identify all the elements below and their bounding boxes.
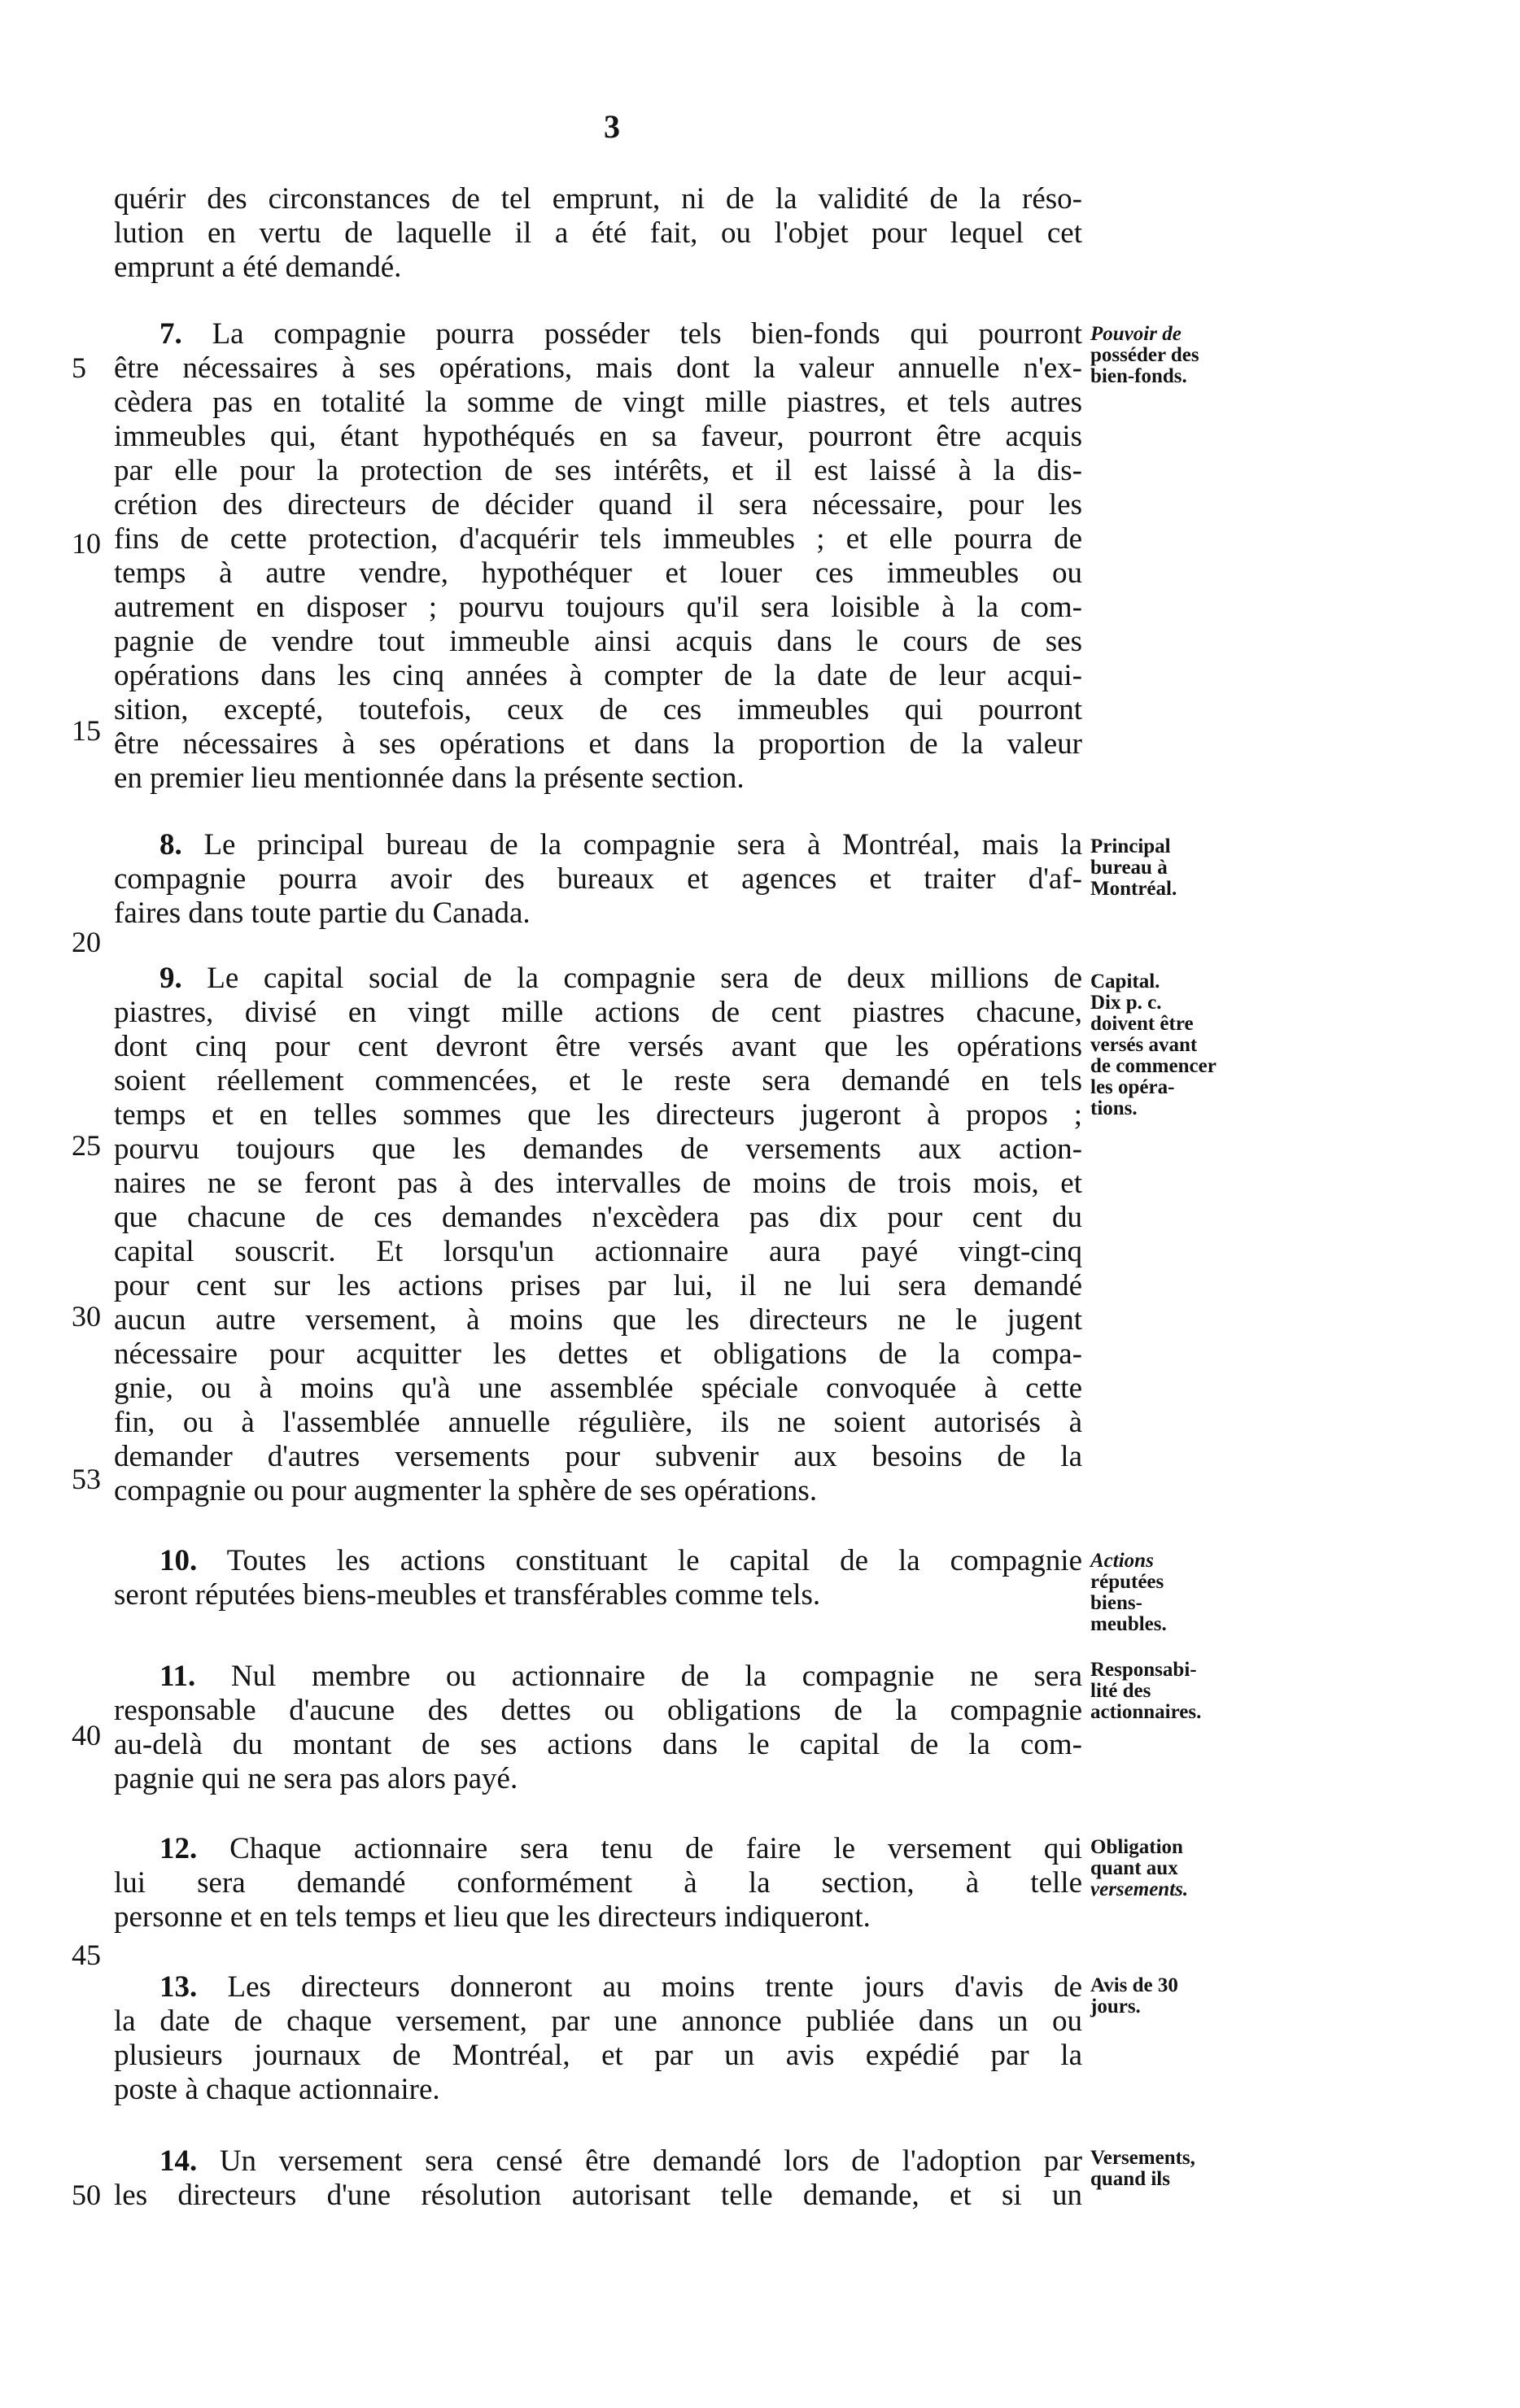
text-line: pour cent sur les actions prises par lui, il ne lui sera demandé [114,1269,1082,1302]
line-number: 15 [72,714,101,747]
line-number: 10 [72,527,101,560]
line-number: 20 [72,926,101,958]
margin-note: Capital. [1090,971,1160,992]
text-line: être nécessaires à ses opérations, mais dont la valeur annuelle n'ex- [114,351,1082,385]
text-line: fin, ou à l'assemblée annuelle régulière, ils ne soient autorisés à [114,1406,1082,1439]
text-line: fins de cette protection, d'acquérir tels immeubles ; et elle pourra de [114,522,1082,556]
section-number: 10. [159,1544,198,1577]
margin-note: réputées [1090,1571,1164,1593]
text-line: Le principal bureau de la compagnie sera à Montréal, mais la [203,828,1083,862]
text-line: compagnie pourra avoir des bureaux et agences et traiter d'af- [114,862,1082,896]
text-line: piastres, divisé en vingt mille actions de cent piastres chacune, [114,996,1082,1029]
text-line: cèdera pas en totalité la somme de vingt mille piastres, et tels autres [114,386,1082,419]
section-number: 7. [159,317,182,351]
margin-note: jours. [1090,1996,1141,2018]
section-number: 11. [159,1660,196,1693]
margin-note: doivent être [1090,1013,1194,1035]
margin-note: posséder des [1090,344,1199,366]
text-line: crétion des directeurs de décider quand il sera nécessaire, pour les [114,488,1082,521]
text-line: sition, excepté, toutefois, ceux de ces immeubles qui pourront [114,693,1082,726]
text-line: Nul membre ou actionnaire de la compagnie ne sera [230,1660,1083,1693]
text-line: emprunt a été demandé. [114,251,402,284]
line-number: 25 [72,1129,101,1162]
text-line: Un versement sera censé être demandé lors de l'adoption par [219,2144,1083,2178]
text-line: gnie, ou à moins qu'à une assemblée spéciale convoquée à cette [114,1372,1082,1405]
margin-note: meubles. [1090,1613,1167,1635]
line-number: 40 [72,1719,101,1751]
text-line: poste à chaque actionnaire. [114,2073,440,2106]
section-7-first-line [159,317,1082,351]
text-line: pagnie de vendre tout immeuble ainsi acquis dans le cours de ses [114,625,1082,658]
text-line: naires ne se feront pas à des intervalles de moins de trois mois, et [114,1167,1082,1200]
line-number: 5 [72,351,86,384]
text-line: capital souscrit. Et lorsqu'un actionnaire aura payé vingt-cinq [114,1235,1082,1268]
margin-note: bureau à [1090,857,1168,879]
margin-note: versés avant [1090,1034,1198,1056]
line-number: 53 [72,1463,101,1495]
text-line: pourvu toujours que les demandes de versements aux action- [114,1132,1082,1166]
margin-note: les opéra- [1090,1076,1175,1098]
text-line: opérations dans les cinq années à compter de la date de leur acqui- [114,659,1082,692]
text-line: faires dans toute partie du Canada. [114,896,531,930]
margin-note: Obligation [1090,1836,1183,1858]
text-line: personne et en tels temps et lieu que les directeurs indiqueront. [114,1900,871,1934]
section-number: 12. [159,1832,198,1865]
line-number: 30 [72,1300,101,1333]
section-9-first-line [159,962,1082,996]
margin-note: Actions [1090,1550,1154,1572]
margin-note: Pouvoir de [1090,323,1181,345]
text-line: en premier lieu mentionnée dans la présente section. [114,761,745,795]
section-number: 8. [159,828,182,862]
section-number: 9. [159,962,182,995]
text-line: seront réputées biens-meubles et transférables comme tels. [114,1578,821,1612]
text-line: temps et en telles sommes que les directeurs jugeront à propos ; [114,1098,1082,1132]
section-number: 14. [159,2144,198,2178]
margin-note: lité des [1090,1680,1151,1702]
section-number: 13. [159,1970,198,2004]
text-line: la date de chaque versement, par une annonce publiée dans un ou [114,2004,1082,2038]
section-8-first-line [159,828,1082,862]
section-10-first-line [159,1544,1082,1578]
text-line: que chacune de ces demandes n'excèdera pas dix pour cent du [114,1201,1082,1234]
text-line: par elle pour la protection de ses intérêts, et il est laissé à la dis- [114,454,1082,487]
margin-note: Avis de 30 [1090,1974,1178,1996]
margin-note: Principal [1090,835,1171,857]
text-line: compagnie ou pour augmenter la sphère de ses opérations. [114,1474,818,1507]
text-line: demander d'autres versements pour subvenir aux besoins de la [114,1440,1082,1473]
margin-note: biens- [1090,1592,1142,1614]
section-13-first-line [159,1970,1082,2004]
margin-note: Versements, [1090,2147,1195,2169]
line-number: 50 [72,2179,101,2211]
text-line: Les directeurs donneront au moins trente jours d'avis de [227,1970,1082,2004]
text-line: La compagnie pourra posséder tels bien-fonds qui pourront [212,317,1082,351]
margin-note: Dix p. c. [1090,992,1162,1014]
text-line: immeubles qui, étant hypothéqués en sa faveur, pourront être acquis [114,420,1082,453]
page-number: 3 [604,108,620,145]
margin-note: de commencer [1090,1055,1216,1077]
text-line: Chaque actionnaire sera tenu de faire le versement qui [229,1832,1083,1865]
margin-note: quand ils [1090,2168,1170,2190]
text-line: Le capital social de la compagnie sera de deux millions de [207,962,1083,995]
text-line: quérir des circonstances de tel emprunt, ni de la validité de la réso- [114,182,1082,216]
text-line: pagnie qui ne sera pas alors payé. [114,1762,518,1795]
section-14-first-line [159,2144,1082,2179]
margin-note: quant aux [1090,1857,1178,1879]
margin-note: Responsabi- [1090,1659,1197,1681]
section-12-first-line [159,1832,1082,1866]
margin-note: versements. [1090,1878,1189,1900]
text-line: les directeurs d'une résolution autorisant telle demande, et si un [114,2179,1082,2212]
text-line: plusieurs journaux de Montréal, et par un avis expédié par la [114,2039,1082,2072]
text-line: Toutes les actions constituant le capital de la compagnie [226,1544,1082,1577]
margin-note: actionnaires. [1090,1701,1202,1723]
text-line: lution en vertu de laquelle il a été fait, ou l'objet pour lequel cet [114,216,1082,250]
margin-note: tions. [1090,1097,1138,1119]
text-line: responsable d'aucune des dettes ou obligations de la compagnie [114,1694,1082,1727]
margin-note: bien-fonds. [1090,365,1187,387]
text-line: nécessaire pour acquitter les dettes et obligations de la compa- [114,1337,1082,1371]
text-line: aucun autre versement, à moins que les directeurs ne le jugent [114,1303,1082,1337]
text-line: au-delà du montant de ses actions dans le capital de la com- [114,1728,1082,1761]
text-line: lui sera demandé conformément à la section, à telle [114,1866,1082,1900]
section-11-first-line [159,1660,1082,1694]
text-line: être nécessaires à ses opérations et dans la proportion de la valeur [114,727,1082,761]
text-line: autrement en disposer ; pourvu toujours qu'il sera loisible à la com- [114,591,1082,624]
margin-note: Montréal. [1090,878,1177,900]
text-line: soient réellement commencées, et le reste sera demandé en tels [114,1064,1082,1097]
text-line: dont cinq pour cent devront être versés avant que les opérations [114,1030,1082,1063]
line-number: 45 [72,1939,101,1971]
text-line: temps à autre vendre, hypothéquer et louer ces immeubles ou [114,556,1082,590]
